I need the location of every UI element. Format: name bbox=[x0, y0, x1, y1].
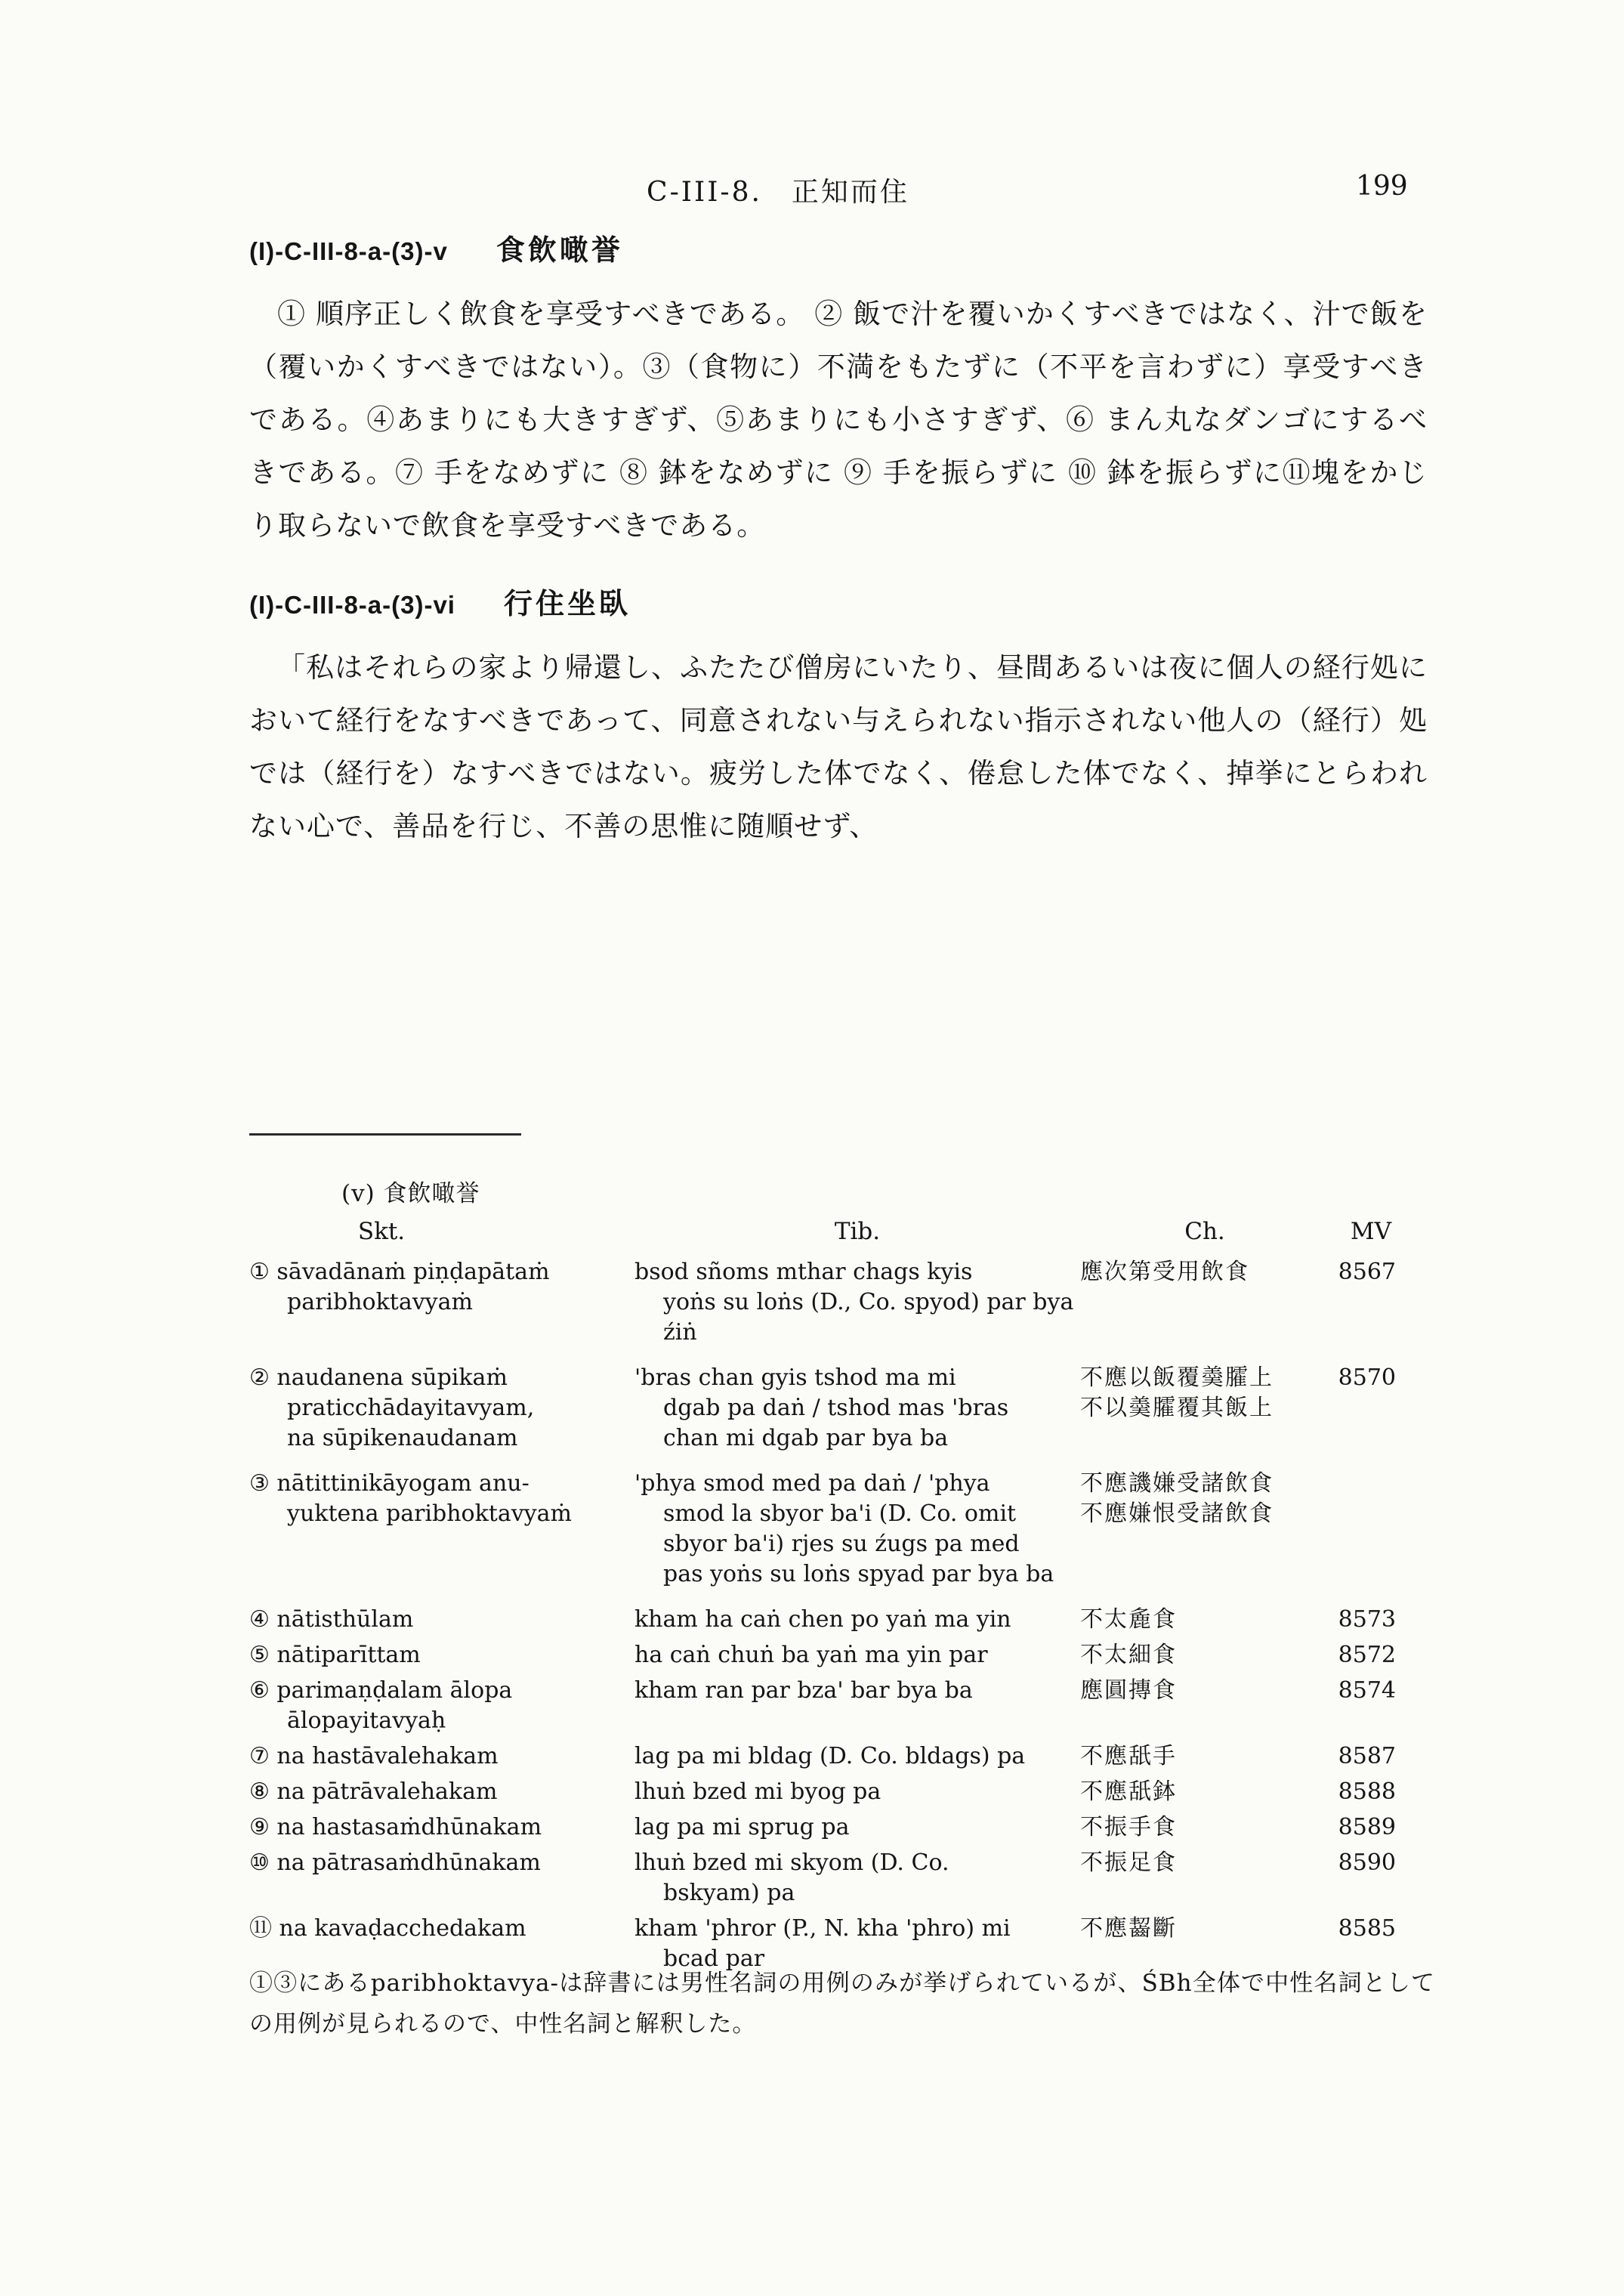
table-row bbox=[249, 1676, 1428, 1736]
section-heading bbox=[249, 580, 1428, 622]
mv-number-cell: 8589 bbox=[1338, 1814, 1396, 1840]
mv-number-cell: 8572 bbox=[1338, 1642, 1396, 1668]
chinese-cell: 不振足食 bbox=[1080, 1849, 1177, 1876]
tibetan-cell: lag pa mi bldag (D. Co. bldags) pa bbox=[634, 1743, 1026, 1769]
chinese-cell: 不太麁食 bbox=[1080, 1606, 1177, 1633]
chinese-cell: 不應舐手 bbox=[1080, 1743, 1177, 1769]
section-id: (I)-C-III-8-a-(3)-v bbox=[249, 237, 448, 265]
mv-number-cell: 8588 bbox=[1338, 1778, 1396, 1805]
chinese-cell: 不振手食 bbox=[1080, 1814, 1177, 1840]
table-row bbox=[249, 1363, 1428, 1454]
section-title: 食飲噉誉 bbox=[496, 233, 623, 267]
table-row bbox=[249, 1605, 1428, 1635]
column-header-skt: Skt. bbox=[357, 1218, 406, 1245]
sanskrit-cell: ① sāvadānaṁ piṇḍapātaṁ paribhoktavyaṁ bbox=[249, 1259, 550, 1315]
sanskrit-cell: ⑧ na pātrāvalehakam bbox=[249, 1778, 498, 1805]
sanskrit-cell: ⑩ na pātrasaṁdhūnakam bbox=[249, 1849, 541, 1876]
table-separator-rule bbox=[249, 1133, 521, 1136]
section-title: 行住坐臥 bbox=[503, 586, 631, 620]
table-row bbox=[249, 1741, 1428, 1772]
footnote: ①③にあるparibhoktavya-は辞書には男性名詞の用例のみが挙げられているが、ŚBh全体で中性名詞としての用例が見られるので、中性名詞と解釈した。 bbox=[249, 1970, 1435, 2038]
column-header-tib: Tib. bbox=[834, 1218, 881, 1245]
mv-number-cell: 8573 bbox=[1338, 1606, 1396, 1633]
table-rows bbox=[249, 1257, 1428, 1974]
table-row bbox=[249, 1812, 1428, 1843]
table-row bbox=[249, 1257, 1428, 1348]
sanskrit-cell: ⑤ nātiparīttam bbox=[249, 1642, 421, 1668]
mv-number-cell: 8585 bbox=[1338, 1915, 1396, 1942]
chinese-cell: 應圓摶食 bbox=[1080, 1677, 1177, 1704]
table-row bbox=[249, 1848, 1428, 1908]
section-v bbox=[249, 227, 1428, 552]
tibetan-cell: bsod sñoms mthar chags kyis yoṅs su loṅs (D., Co. spyod) par bya źiṅ bbox=[634, 1259, 1074, 1346]
tibetan-cell: kham 'phror (P., N. kha 'phro) mi bcad par bbox=[634, 1915, 1011, 1972]
mv-number-cell: 8574 bbox=[1338, 1677, 1396, 1704]
chinese-cell: 不應以飯覆羮臛上 不以羮臛覆其飯上 bbox=[1080, 1364, 1274, 1421]
mv-number-cell: 8570 bbox=[1338, 1364, 1396, 1391]
sanskrit-cell: ⑦ na hastāvalehakam bbox=[249, 1743, 499, 1769]
section-heading bbox=[249, 227, 1428, 268]
sanskrit-cell: ② naudanena sūpikaṁ praticchādayitavyam, na sūpikenaudanam bbox=[249, 1364, 535, 1451]
mv-number-cell: 8587 bbox=[1338, 1743, 1396, 1769]
mv-number-cell: 8567 bbox=[1338, 1259, 1396, 1285]
chinese-cell: 不應齧斷 bbox=[1080, 1915, 1177, 1942]
table-title: (v) 食飲噉誉 bbox=[341, 1180, 480, 1207]
table-row bbox=[249, 1640, 1428, 1670]
mv-number-cell bbox=[1314, 1469, 1428, 1590]
tibetan-cell: 'bras chan gyis tshod ma mi dgab pa daṅ / tshod mas 'bras chan mi dgab par bya ba bbox=[634, 1364, 1009, 1451]
section-body: ① 順序正しく飲食を享受すべきである。 ② 飯で汁を覆いかくすべきではなく、汁で飯を（覆いかくすべきではない）。③（食物に）不満をもたずに（不平を言わずに）享受すべきである。④あまりにも大きすぎず、⑤あまりにも小さすぎず、⑥ まん丸なダンゴにするべきである。⑦ 手をなめずに ⑧ 鉢をなめずに ⑨ 手を振らずに ⑩ 鉢を振らずに⑪塊をかじり取らないで飲食を享受すべきである。 bbox=[249, 298, 1428, 542]
column-header-mv: MV bbox=[1350, 1218, 1392, 1245]
table-row bbox=[249, 1777, 1428, 1807]
mv-number-cell: 8590 bbox=[1338, 1849, 1396, 1876]
tibetan-cell: kham ran par bza' bar bya ba bbox=[634, 1677, 973, 1704]
chinese-cell: 不太細食 bbox=[1080, 1642, 1177, 1668]
tibetan-cell: lag pa mi sprug pa bbox=[634, 1814, 850, 1840]
table-row bbox=[249, 1469, 1428, 1590]
table-header bbox=[249, 1216, 1428, 1247]
chinese-cell: 不應舐鉢 bbox=[1080, 1778, 1177, 1805]
section-vi bbox=[249, 580, 1428, 853]
sanskrit-cell: ④ nātisthūlam bbox=[249, 1606, 414, 1633]
section-body: 「私はそれらの家より帰還し、ふたたび僧房にいたり、昼間あるいは夜に個人の経行処において経行をなすべきであって、同意されない与えられない指示されない他人の（経行）処では（経行を）なすべきではない。疲労した体でなく、倦怠した体でなく、掉挙にとらわれない心で、善品を行じ、不善の思惟に随順せず、 bbox=[249, 651, 1428, 842]
tibetan-cell: 'phya smod med pa daṅ / 'phya smod la sbyor ba'i (D. Co. omit sbyor ba'i) rjes su źugs pa med pas yoṅs su loṅs spyad par bya ba bbox=[634, 1470, 1054, 1587]
tibetan-cell: lhuṅ bzed mi byog pa bbox=[634, 1778, 881, 1805]
tibetan-cell: kham ha caṅ chen po yaṅ ma yin bbox=[634, 1606, 1011, 1633]
section-id: (I)-C-III-8-a-(3)-vi bbox=[249, 591, 455, 619]
running-head: C-III-8. 正知而住 bbox=[647, 177, 909, 208]
sanskrit-cell: ⑨ na hastasaṁdhūnakam bbox=[249, 1814, 542, 1840]
chinese-cell: 應次第受用飲食 bbox=[1080, 1259, 1249, 1285]
sanskrit-cell: ⑪ na kavaḍacchedakam bbox=[249, 1915, 526, 1942]
chinese-cell: 不應譏嫌受諸飲食 不應嫌恨受諸飲食 bbox=[1080, 1470, 1274, 1527]
sanskrit-cell: ⑥ parimaṇḍalam ālopa ālopayitavyaḥ bbox=[249, 1677, 513, 1734]
tibetan-cell: lhuṅ bzed mi skyom (D. Co. bskyam) pa bbox=[634, 1849, 949, 1906]
page-number: 199 bbox=[1356, 171, 1408, 202]
sanskrit-cell: ③ nātittinikāyogam anu- yuktena paribhoktavyaṁ bbox=[249, 1470, 572, 1527]
tibetan-cell: ha caṅ chuṅ ba yaṅ ma yin par bbox=[634, 1642, 988, 1668]
comparison-table bbox=[249, 1179, 1428, 1979]
column-header-ch: Ch. bbox=[1184, 1218, 1225, 1245]
